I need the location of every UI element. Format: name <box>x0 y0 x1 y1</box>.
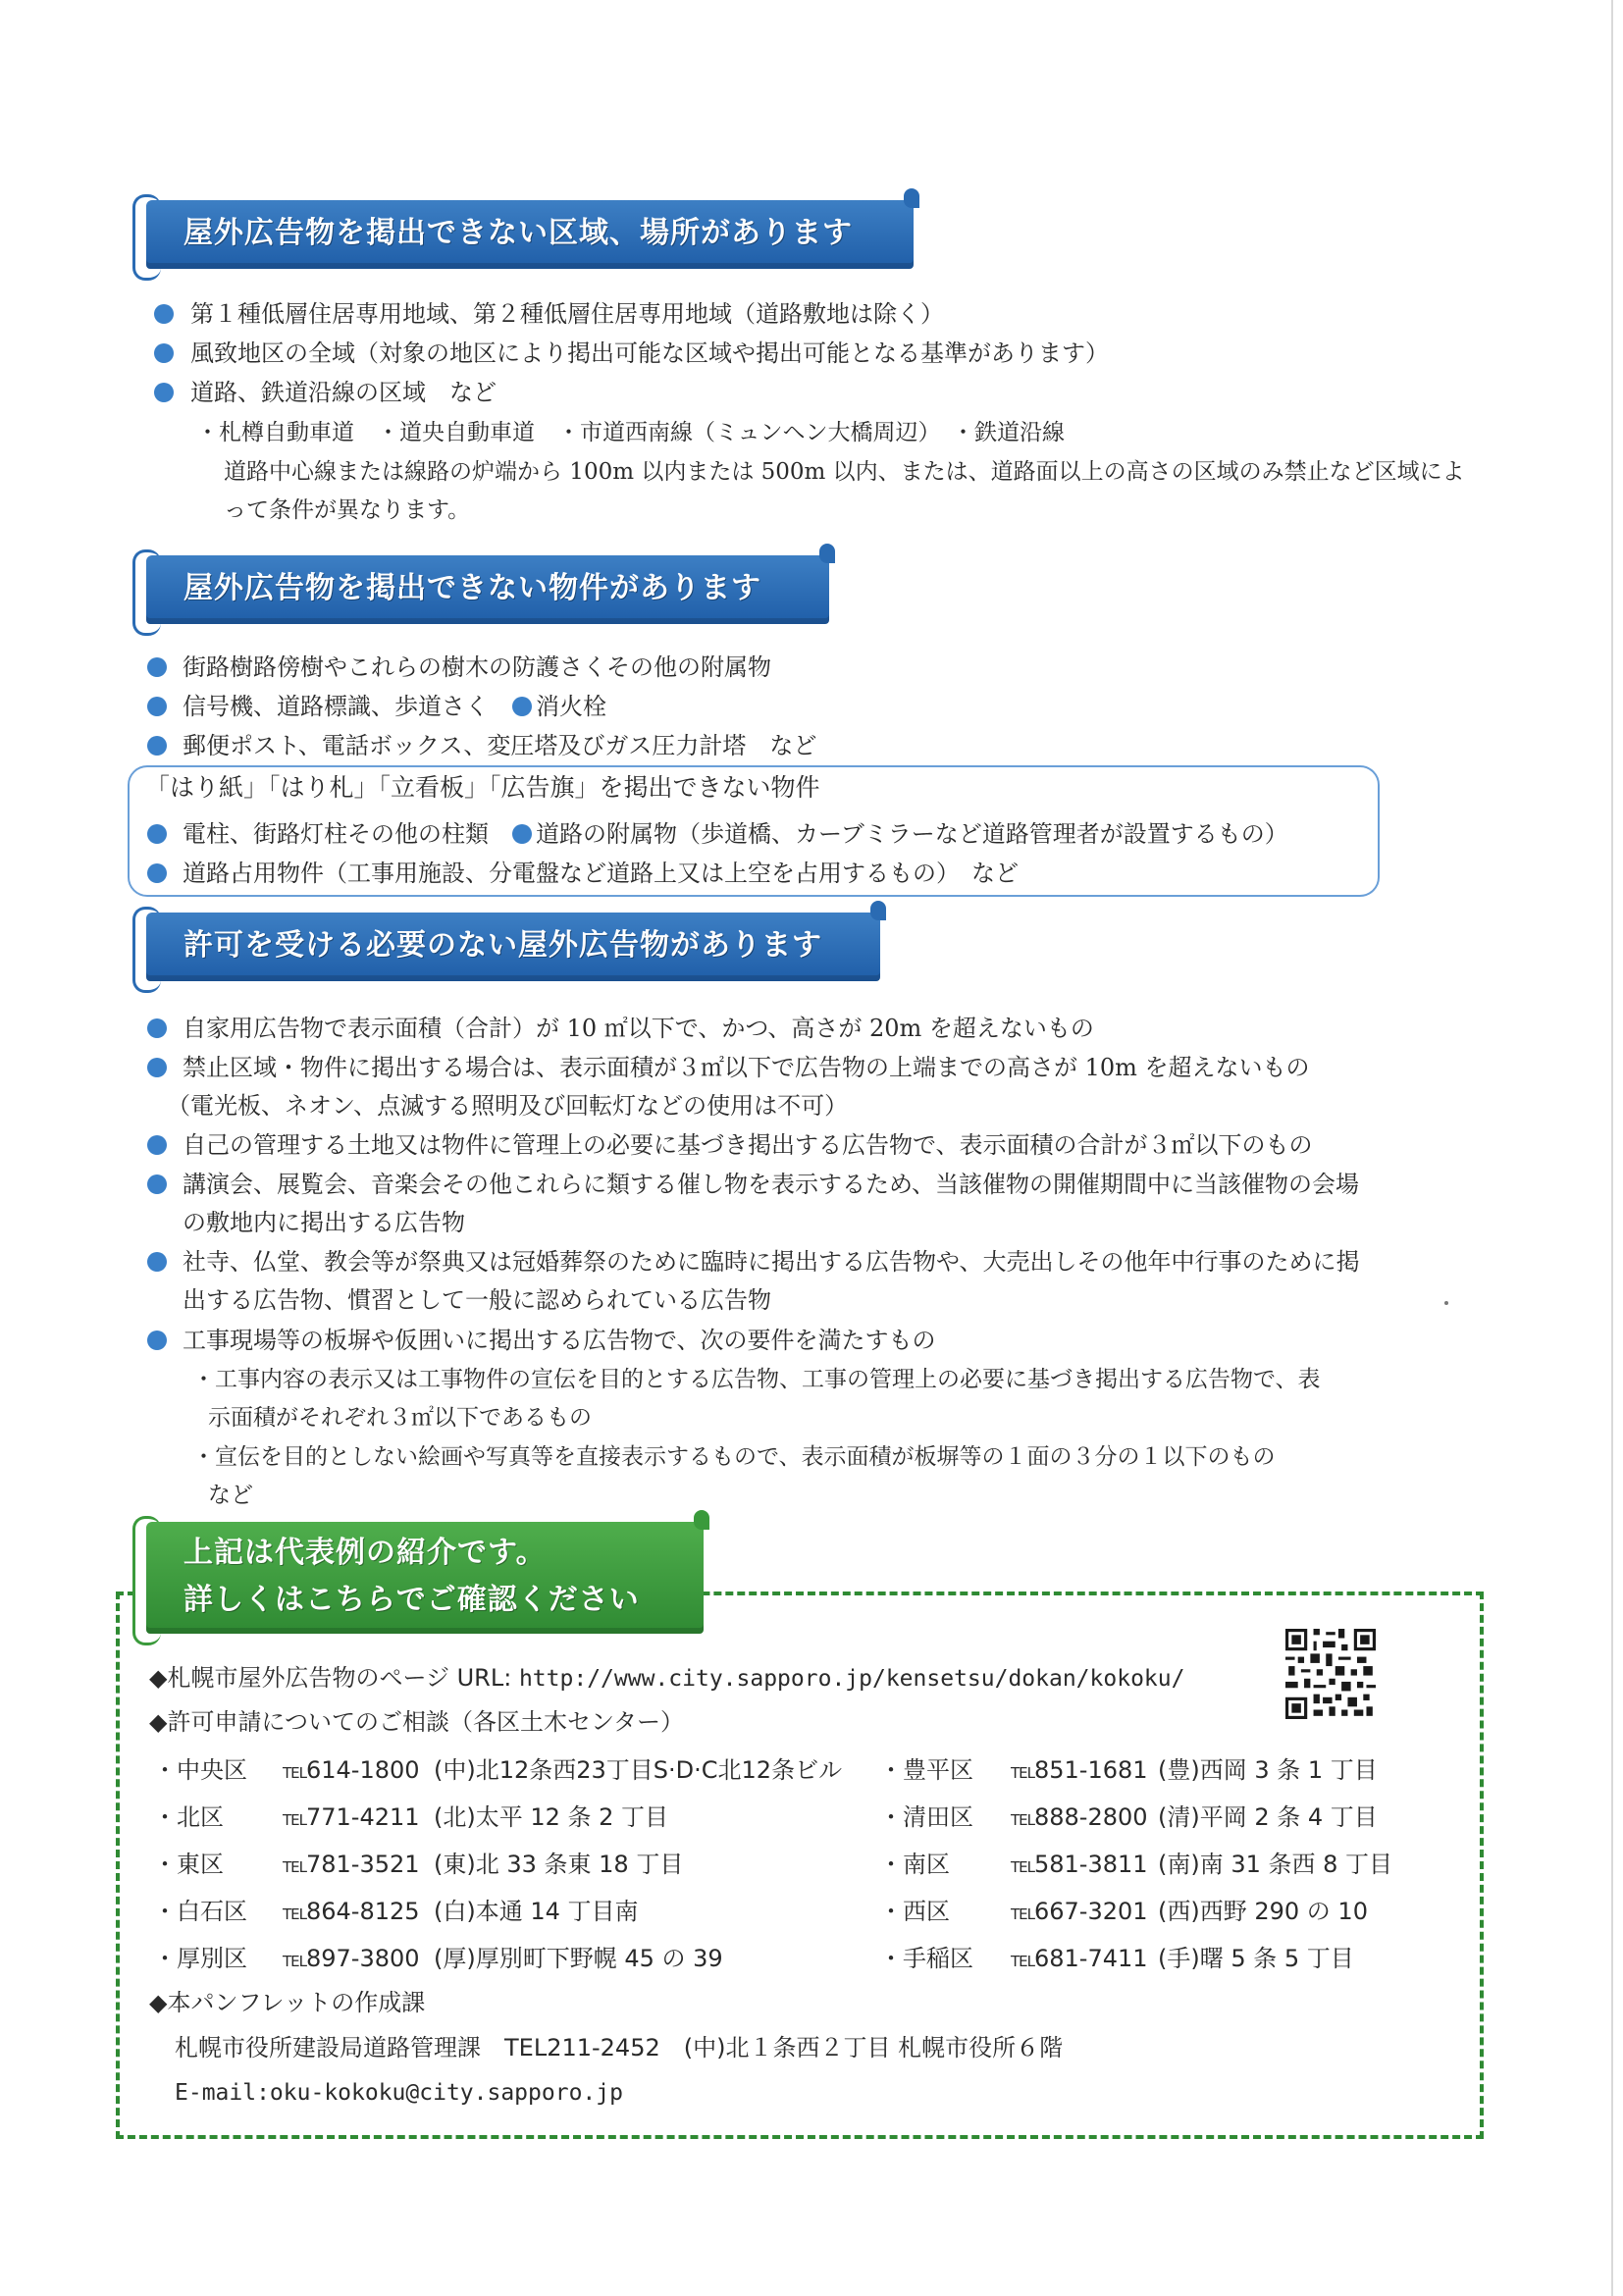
exempt-item-6-sub-2-cont: など <box>208 1483 253 1508</box>
bullet <box>147 863 167 883</box>
ward-name: ・南区 <box>879 1851 950 1878</box>
poster-box-item-1: 電柱、街路灯柱その他の柱類 道路の附属物（歩道橋、カーブミラーなど道路管理者が設置するもの） <box>183 820 1288 848</box>
banner-details <box>132 1516 704 1634</box>
exempt-item-6-sub-2: ・宣伝を目的としない絵画や写真等を直接表示するもので、表示面積が板塀等の１面の３分の１以下のもの <box>192 1444 1276 1470</box>
banner-title: 上記は代表例の紹介です。 詳しくはこちらでご確認ください <box>183 1536 640 1617</box>
ward-address: (西)西野 290 の 10 <box>1158 1898 1368 1925</box>
area-item-1: 第１種低層住居専用地域、第２種低層住居専用地域（道路敷地は除く） <box>190 300 944 328</box>
area-sub-1: ・札樽自動車道 ・道央自動車道 ・市道西南線（ミュンヘン大橋周辺） ・鉄道沿線 <box>196 420 1066 445</box>
poster-box-item-2: 道路占用物件（工事用施設、分電盤など道路上又は上空を占用するもの） など <box>183 860 1019 887</box>
ward-tel: TEL781-3521 <box>283 1851 420 1878</box>
ward-name: ・西区 <box>879 1898 950 1925</box>
email-link[interactable]: E-mail:oku-kokoku@city.sapporo.jp <box>175 2080 623 2106</box>
ward-address: (南)南 31 条西 8 丁目 <box>1158 1851 1393 1878</box>
ward-tel: TEL888-2800 <box>1011 1803 1148 1831</box>
ward-name: ・中央区 <box>153 1756 247 1784</box>
ward-tel: TEL667-3201 <box>1011 1898 1148 1925</box>
ward-address: (北)太平 12 条 2 丁目 <box>434 1803 669 1831</box>
ward-address: (豊)西岡 3 条 1 丁目 <box>1158 1756 1378 1784</box>
ward-address: (厚)厚別町下野幌 45 の 39 <box>434 1945 723 1972</box>
bullet <box>147 824 167 844</box>
banner-restricted-areas <box>132 194 914 269</box>
banner-title: 許可を受ける必要のない屋外広告物があります <box>183 928 822 963</box>
bullet <box>154 304 174 324</box>
qr-code-icon[interactable] <box>1285 1629 1376 1719</box>
page-url-link[interactable]: http://www.city.sapporo.jp/kensetsu/dokan/kokoku/ <box>518 1666 1185 1692</box>
ward-name: ・手稲区 <box>879 1945 973 1972</box>
ward-name: ・清田区 <box>879 1803 973 1831</box>
exempt-item-6-sub-1-cont: 示面積がそれぞれ３㎡以下であるもの <box>208 1405 592 1431</box>
ward-address: (白)本通 14 丁目南 <box>434 1898 639 1925</box>
exempt-item-5: 社寺、仏堂、教会等が祭典又は冠婚葬祭のために臨時に掲出する広告物や、大売出しその他年中行事のために掲 <box>183 1248 1360 1276</box>
ward-name: ・北区 <box>153 1803 224 1831</box>
exempt-item-4: 講演会、展覧会、音楽会その他これらに類する催し物を表示するため、当該催物の開催期間中に当該催物の会場 <box>183 1171 1360 1198</box>
ward-tel: TEL864-8125 <box>283 1898 420 1925</box>
bullet <box>147 1331 167 1350</box>
page-edge-shadow <box>1611 0 1613 2296</box>
exempt-item-1: 自家用広告物で表示面積（合計）が 10 ㎡以下で、かつ、高さが 20m を超えないもの <box>183 1015 1094 1042</box>
exempt-item-2-note: （電光板、ネオン、点滅する照明及び回転灯などの使用は不可） <box>167 1092 849 1120</box>
bullet <box>147 1252 167 1272</box>
bullet <box>512 824 532 844</box>
bullet <box>147 1018 167 1038</box>
ward-tel: TEL614-1800 <box>283 1756 420 1784</box>
ward-address: (中)北12条西23丁目S·D·C北12条ビル <box>434 1756 843 1784</box>
ward-name: ・豊平区 <box>879 1756 973 1784</box>
banner-title: 屋外広告物を掲出できない区域、場所があります <box>183 216 853 250</box>
maker-info: 札幌市役所建設局道路管理課 TEL211-2452 (中)北１条西２丁目 札幌市役所６階 <box>175 2034 1064 2061</box>
bullet <box>154 383 174 402</box>
banner-exempt-ads <box>132 907 880 981</box>
object-item-1: 街路樹路傍樹やこれらの樹木の防護さくその他の附属物 <box>183 653 771 681</box>
bullet <box>154 343 174 363</box>
exempt-item-3: 自己の管理する土地又は物件に管理上の必要に基づき掲出する広告物で、表示面積の合計が３㎡以下のもの <box>183 1131 1313 1159</box>
banner-restricted-objects <box>132 549 829 624</box>
bullet <box>147 697 167 716</box>
ward-name: ・東区 <box>153 1851 224 1878</box>
bullet <box>147 736 167 756</box>
ward-tel: TEL581-3811 <box>1011 1851 1148 1878</box>
ward-name: ・白石区 <box>153 1898 247 1925</box>
scan-speck <box>1444 1301 1448 1305</box>
exempt-item-6: 工事現場等の板塀や仮囲いに掲出する広告物で、次の要件を満たすもの <box>183 1327 936 1354</box>
ward-tel: TEL897-3800 <box>283 1945 420 1972</box>
ward-tel: TEL681-7411 <box>1011 1945 1148 1972</box>
area-sub-3: って条件が異なります。 <box>224 497 471 523</box>
page-url-label: ◆札幌市屋外広告物のページ URL: <box>149 1664 512 1692</box>
bullet <box>147 657 167 677</box>
exempt-item-2: 禁止区域・物件に掲出する場合は、表示面積が３㎡以下で広告物の上端までの高さが 10m を超えないもの <box>183 1054 1310 1081</box>
exempt-item-6-sub-1: ・工事内容の表示又は工事物件の宣伝を目的とする広告物、工事の管理上の必要に基づき掲出する広告物で、表 <box>192 1367 1321 1392</box>
ward-address: (清)平岡 2 条 4 丁目 <box>1158 1803 1378 1831</box>
area-item-2: 風致地区の全域（対象の地区により掲出可能な区域や掲出可能となる基準があります） <box>190 339 1109 367</box>
object-item-3: 郵便ポスト、電話ボックス、変圧塔及びガス圧力計塔 など <box>183 732 817 759</box>
object-item-2: 信号機、道路標識、歩道さく 消火栓 <box>183 693 606 720</box>
bullet <box>147 1058 167 1077</box>
ward-address: (手)曙 5 条 5 丁目 <box>1158 1945 1354 1972</box>
ward-tel: TEL851-1681 <box>1011 1756 1148 1784</box>
ward-name: ・厚別区 <box>153 1945 247 1972</box>
area-sub-2: 道路中心線または線路の炉端から 100m 以内または 500m 以内、または、道路面以上の高さの区域のみ禁止など区域によ <box>224 459 1465 485</box>
sapporo-page-url-row <box>149 1661 1184 1696</box>
banner-title: 屋外広告物を掲出できない物件があります <box>183 571 761 605</box>
ward-address: (東)北 33 条東 18 丁目 <box>434 1851 684 1878</box>
bullet <box>147 1174 167 1194</box>
maker-heading: ◆本パンフレットの作成課 <box>149 1989 426 2016</box>
poster-box-title: 「はり紙」「はり札」「立看板」「広告旗」を掲出できない物件 <box>145 773 820 802</box>
consult-heading: ◆許可申請についてのご相談（各区土木センター） <box>149 1708 685 1736</box>
exempt-item-4-cont: の敷地内に掲出する広告物 <box>183 1209 465 1236</box>
bullet <box>147 1135 167 1155</box>
ward-tel: TEL771-4211 <box>283 1803 420 1831</box>
bullet <box>512 697 532 716</box>
exempt-item-5-cont: 出する広告物、慣習として一般に認められている広告物 <box>183 1286 771 1314</box>
area-item-3: 道路、鉄道沿線の区域 など <box>190 379 497 406</box>
